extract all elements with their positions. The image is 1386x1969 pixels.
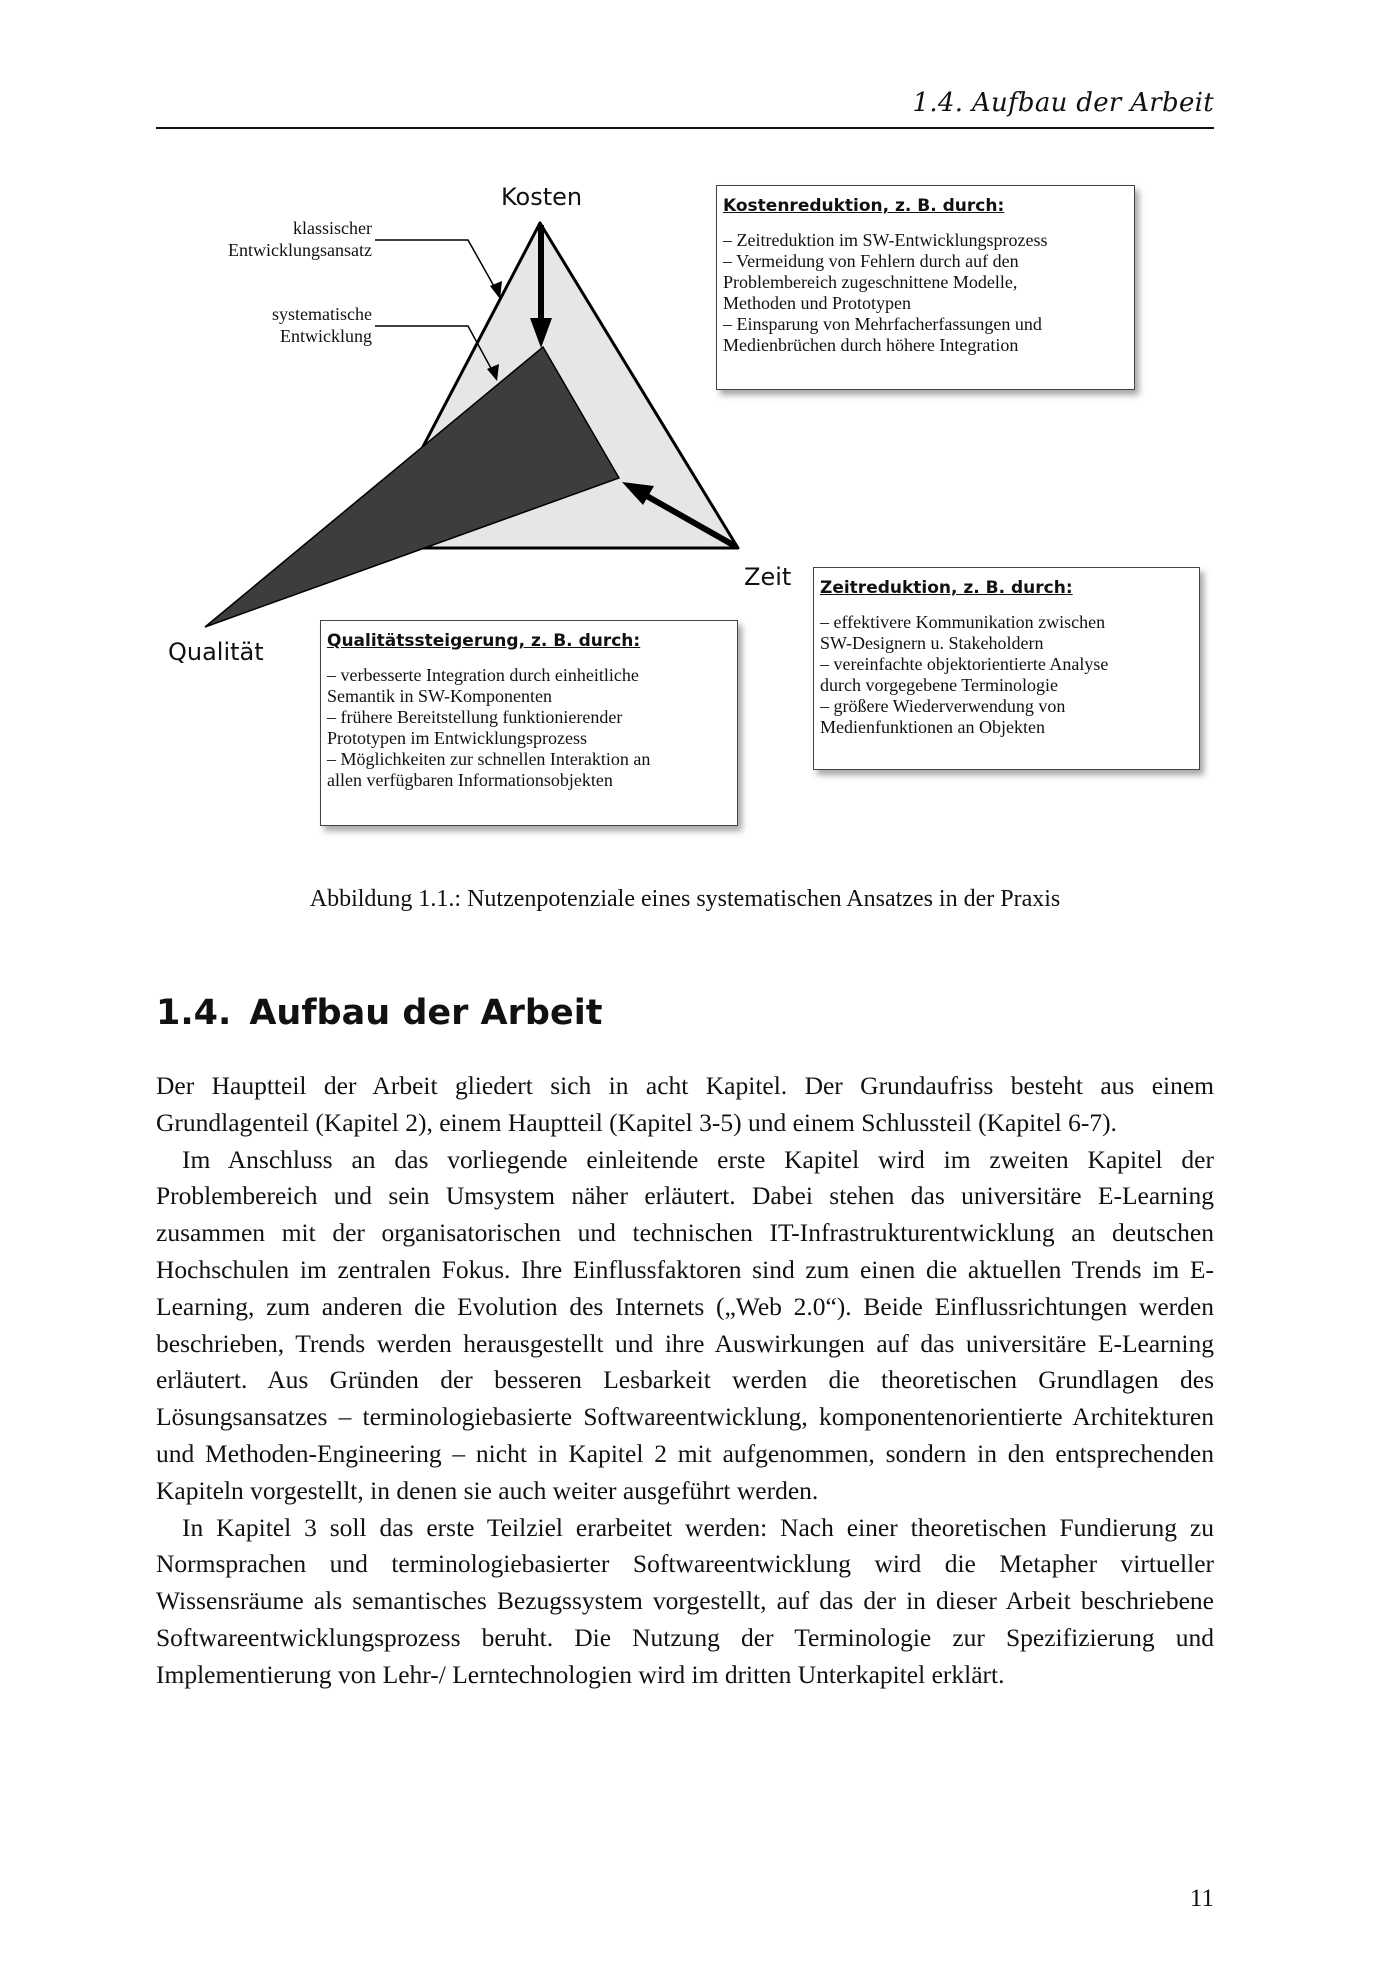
box-line: Medienfunktionen an Objekten — [820, 717, 1045, 737]
paragraph: In Kapitel 3 soll das erste Teilziel erarbeitet werden: Nach einer theoretischen Fundierung zu Normsprachen und terminologiebasierter Softwareentwicklung wird die Metapher virtueller Wissensräume als semantisches Bezugssystem vorgestellt, auf das der in dieser Arbeit beschriebene Softwareentwicklungsprozess beruht. Die Nutzung der Terminologie zur Spezifizierung und Implementierung von Lehr-/ Lerntechnologien wird im dritten Unterkapitel erklärt. — [156, 1512, 1214, 1689]
box-line: – Vermeidung von Fehlern durch auf den — [723, 251, 1019, 271]
body-text — [156, 1068, 1214, 1694]
running-head: 1.4. Aufbau der Arbeit — [912, 88, 1214, 118]
quality-increase-box — [320, 620, 738, 826]
box-title: Zeitreduktion, z. B. durch: — [820, 578, 1073, 598]
box-line: Methoden und Prototypen — [723, 293, 911, 313]
box-line: – Zeitreduktion im SW-Entwicklungsprozess — [723, 230, 1048, 250]
leader-label-line: Entwicklungsansatz — [228, 240, 372, 260]
page-number: 11 — [1189, 1885, 1214, 1912]
box-line: Prototypen im Entwicklungsprozess — [327, 728, 587, 748]
box-line: Problembereich zugeschnittene Modelle, — [723, 272, 1018, 292]
box-line: Medienbrüchen durch höhere Integration — [723, 335, 1019, 355]
corner-label-quality: Qualität — [168, 638, 264, 666]
leader-label-line: systematische — [272, 304, 372, 324]
box-line: – Einsparung von Mehrfacherfassungen und — [723, 314, 1042, 334]
systematic-approach-shape — [205, 347, 619, 627]
box-line: – verbesserte Integration durch einheitliche — [327, 665, 639, 685]
box-line: Semantik in SW-Komponenten — [327, 686, 552, 706]
paragraph: Im Anschluss an das vorliegende einleitende erste Kapitel wird im zweiten Kapitel der Problembereich und sein Umsystem näher erläutert. Dabei stehen das universitäre E-Learning zusammen mit der organisatorischen und technischen IT-Infrastrukturentwicklung an deutschen Hochschulen im zentralen Fokus. Ihre Einflussfaktoren sind zum einen die aktuellen Trends im E-Learning, zum anderen die Evolution des Internets („Web 2.0“). Beide Einflussrichtungen werden beschrieben, Trends werden herausgestellt und ihre Auswirkungen auf das universitäre E-Learning erläutert. Aus Gründen der besseren Lesbarkeit werden die theoretischen Grundlagen des Lösungsansatzes – terminologiebasierte Softwareentwicklung, komponentenorientierte Architekturen und Methoden-Engineering – nicht in Kapitel 2 mit aufgenommen, sondern in den entsprechenden Kapiteln vorgestellt, in denen sie auch weiter ausgeführt werden. — [156, 1144, 1214, 1505]
paragraph: Der Hauptteil der Arbeit gliedert sich in acht Kapitel. Der Grundaufriss besteht aus einem Grundlagenteil (Kapitel 2), einem Hauptteil (Kapitel 3-5) und einem Schlussteil (Kapitel 6-7). — [156, 1071, 1214, 1137]
box-line: – effektivere Kommunikation zwischen — [820, 612, 1106, 632]
section-title: Aufbau der Arbeit — [249, 993, 603, 1033]
section-number: 1.4. — [156, 993, 232, 1033]
section-heading — [156, 993, 602, 1033]
time-reduction-box — [813, 567, 1200, 770]
box-line: – Möglichkeiten zur schnellen Interaktion an — [327, 749, 651, 769]
leader-label-classic — [170, 217, 372, 261]
leader-label-systematic — [170, 303, 372, 347]
figure-benefit-triangle — [0, 0, 1386, 880]
box-line: – frühere Bereitstellung funktionierender — [327, 707, 623, 727]
leader-label-line: klassischer — [293, 218, 372, 238]
box-line: – vereinfachte objektorientierte Analyse — [820, 654, 1109, 674]
leader-label-line: Entwicklung — [280, 326, 372, 346]
box-title: Qualitätssteigerung, z. B. durch: — [327, 631, 641, 651]
corner-label-time: Zeit — [744, 563, 792, 591]
leader-line-classic — [375, 240, 495, 288]
box-line: – größere Wiederverwendung von — [820, 696, 1066, 716]
cost-reduction-box — [716, 185, 1135, 390]
figure-caption: Abbildung 1.1.: Nutzenpotenziale eines systematischen Ansatzes in der Praxis — [309, 886, 1061, 912]
box-line: allen verfügbaren Informationsobjekten — [327, 770, 613, 790]
box-line: durch vorgegebene Terminologie — [820, 675, 1058, 695]
box-line: SW-Designern u. Stakeholdern — [820, 633, 1044, 653]
corner-label-cost: Kosten — [501, 183, 583, 211]
box-title: Kostenreduktion, z. B. durch: — [723, 196, 1005, 216]
